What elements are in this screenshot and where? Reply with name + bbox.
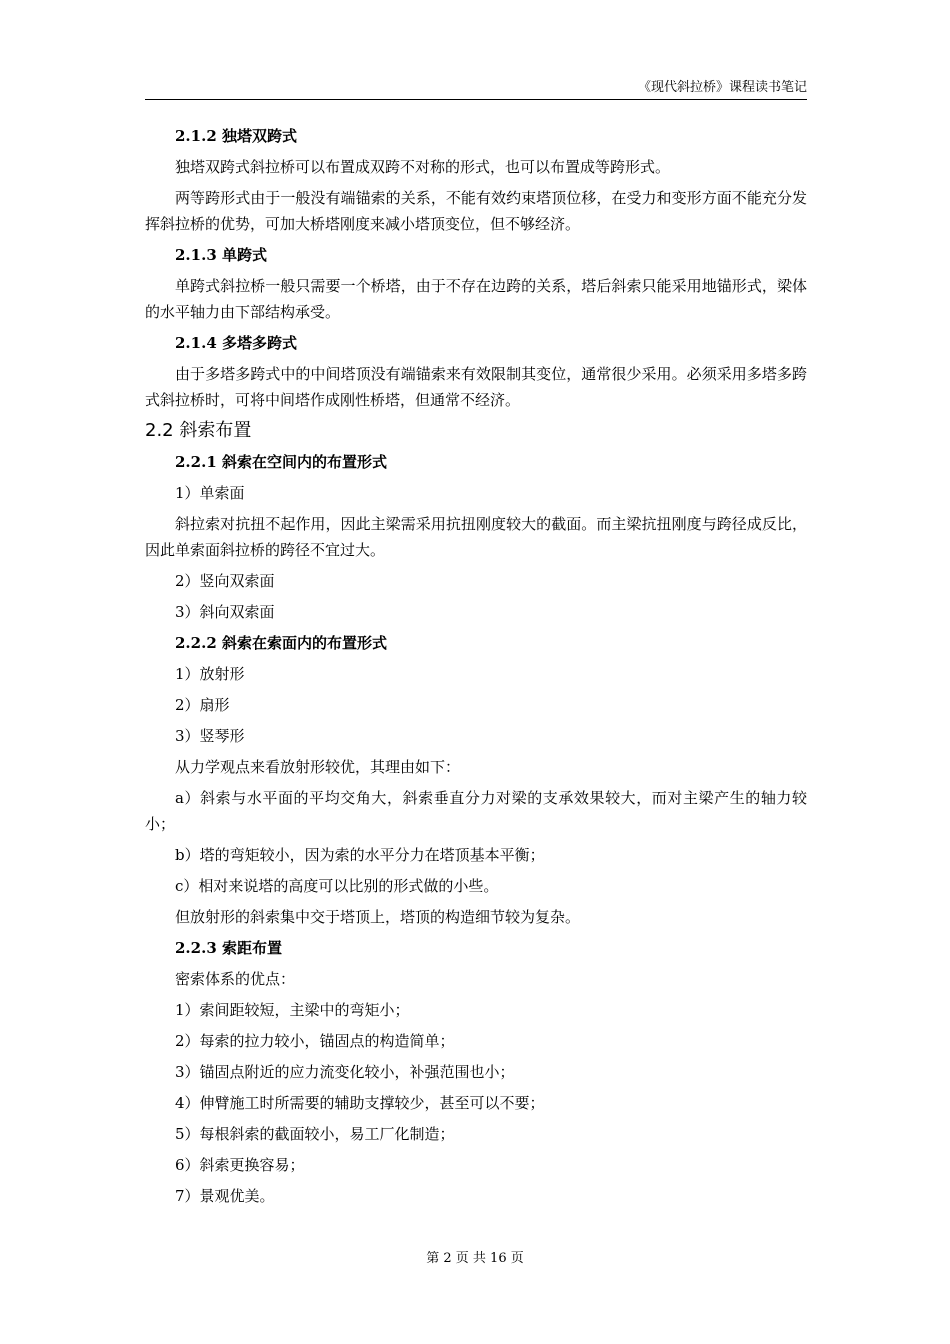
list-item: 1）放射形 (175, 665, 245, 683)
section-heading-2-2-3: 2.2.3 索距布置 (175, 939, 282, 957)
paragraph: 斜拉索对抗扭不起作用，因此主梁需采用抗扭刚度较大的截面。而主梁抗扭刚度与跨径成反比，因此单索面斜拉桥的跨径不宜过大。 (145, 515, 807, 559)
list-item: 3）斜向双索面 (175, 603, 275, 621)
list-item: 7）景观优美。 (175, 1187, 275, 1205)
page-footer (0, 1247, 950, 1266)
paragraph: 但放射形的斜索集中交于塔顶上，塔顶的构造细节较为复杂。 (175, 908, 581, 926)
paragraph: 独塔双跨式斜拉桥可以布置成双跨不对称的形式，也可以布置成等跨形式。 (175, 158, 671, 176)
paragraph: 由于多塔多跨式中的中间塔顶没有端锚索来有效限制其变位，通常很少采用。必须采用多塔多跨式斜拉桥时，可将中间塔作成刚性桥塔，但通常不经济。 (145, 365, 807, 409)
header-title: 《现代斜拉桥》课程读书笔记 (637, 80, 807, 95)
list-item: 2）每索的拉力较小，锚固点的构造简单； (175, 1032, 455, 1050)
list-item: 3）锚固点附近的应力流变化较小，补强范围也小； (175, 1063, 515, 1081)
page-header (145, 78, 807, 100)
list-item: 2）竖向双索面 (175, 572, 275, 590)
list-item: 6）斜索更换容易； (175, 1156, 305, 1174)
paragraph: 从力学观点来看放射形较优，其理由如下： (175, 758, 461, 776)
list-item: 4）伸臂施工时所需要的辅助支撑较少，甚至可以不要； (175, 1094, 545, 1112)
paragraph: 单跨式斜拉桥一般只需要一个桥塔，由于不存在边跨的关系，塔后斜索只能采用地锚形式，梁体的水平轴力由下部结构承受。 (145, 277, 807, 321)
paragraph: 两等跨形式由于一般没有端锚索的关系，不能有效约束塔顶位移，在受力和变形方面不能充分发挥斜拉桥的优势，可加大桥塔刚度来减小塔顶变位，但不够经济。 (145, 189, 807, 233)
section-heading-2-1-2: 2.1.2 独塔双跨式 (175, 127, 297, 145)
section-heading-2-2: 2.2 斜索布置 (145, 420, 252, 441)
list-item: 2）扇形 (175, 696, 230, 714)
section-heading-2-2-2: 2.2.2 斜索在索面内的布置形式 (175, 634, 387, 652)
page-number: 第 2 页 共 16 页 (426, 1251, 524, 1266)
list-item: 1）索间距较短，主梁中的弯矩小； (175, 1001, 410, 1019)
section-heading-2-2-1: 2.2.1 斜索在空间内的布置形式 (175, 453, 387, 471)
list-item: a）斜索与水平面的平均交角大，斜索垂直分力对梁的支承效果较大，而对主梁产生的轴力较小； (145, 789, 807, 833)
list-item: 5）每根斜索的截面较小，易工厂化制造； (175, 1125, 455, 1143)
list-item: 1）单索面 (175, 484, 245, 502)
list-item: 3）竖琴形 (175, 727, 245, 745)
section-heading-2-1-3: 2.1.3 单跨式 (175, 246, 267, 264)
list-item: c）相对来说塔的高度可以比别的形式做的小些。 (175, 877, 499, 895)
section-heading-2-1-4: 2.1.4 多塔多跨式 (175, 334, 297, 352)
list-item: b）塔的弯矩较小，因为索的水平分力在塔顶基本平衡； (175, 846, 545, 864)
document-body (145, 123, 807, 1214)
paragraph: 密索体系的优点： (175, 970, 296, 988)
